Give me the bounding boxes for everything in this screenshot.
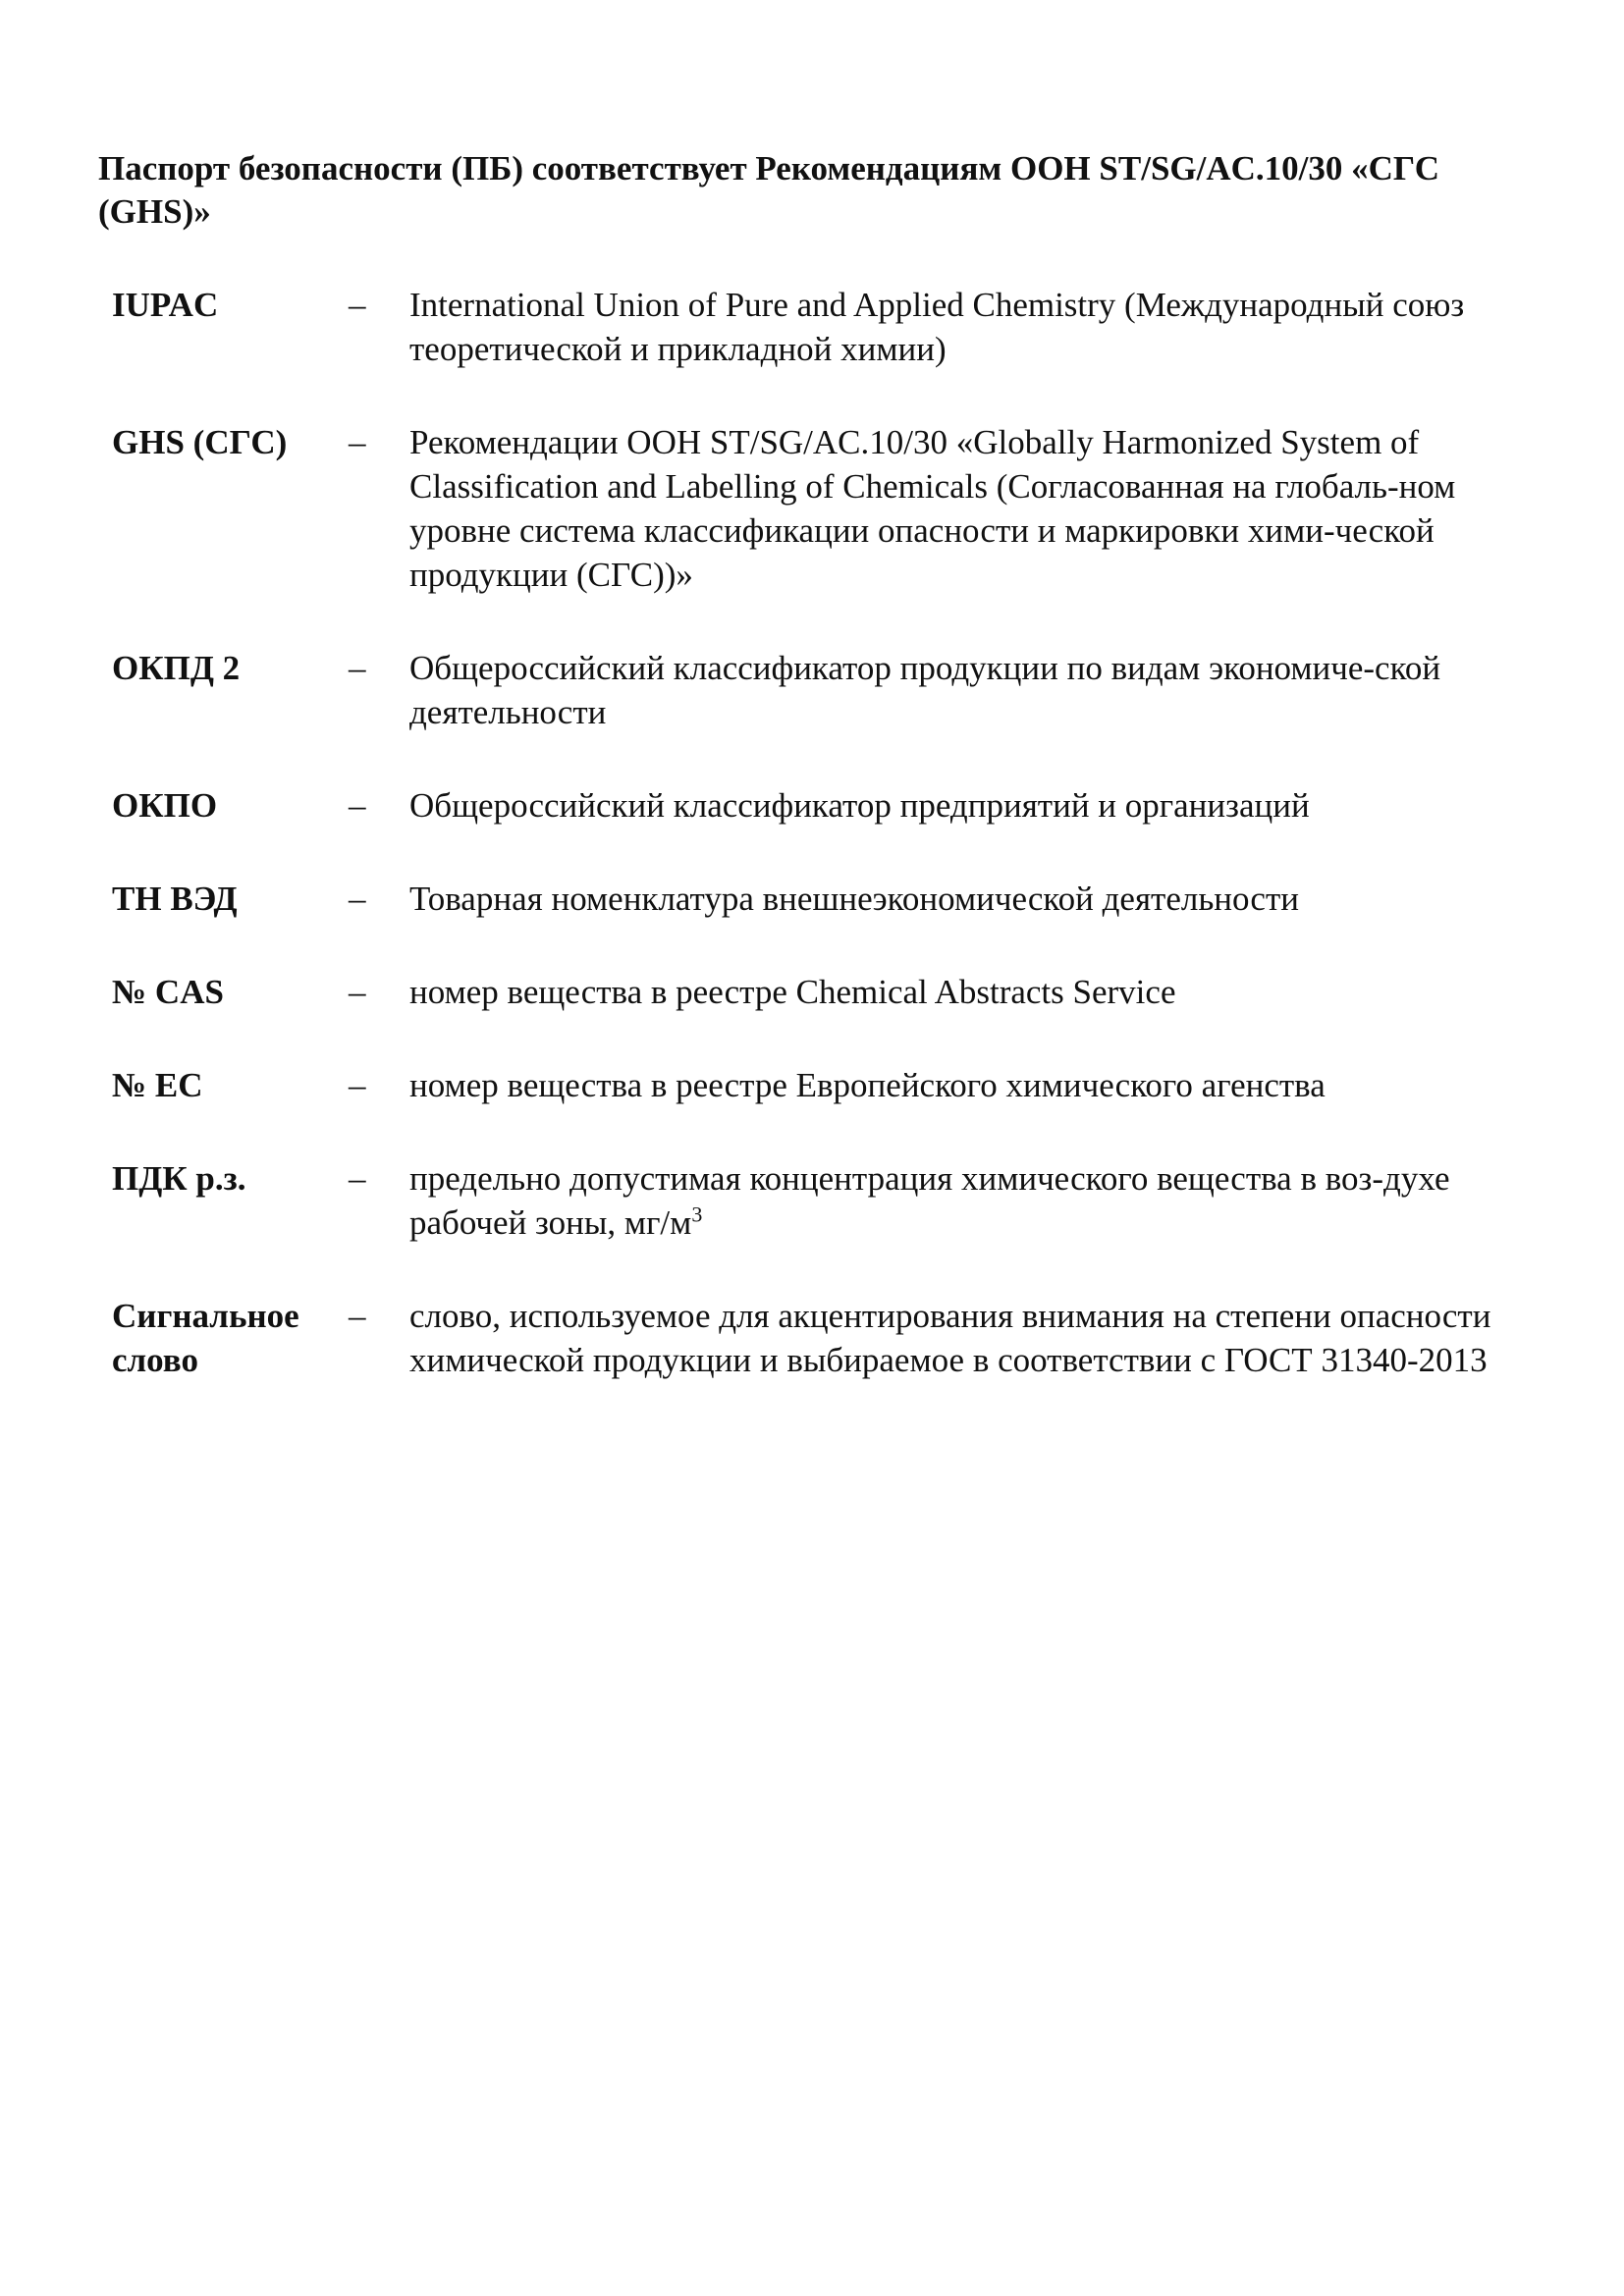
abbreviation-term: IUPAC	[112, 286, 219, 324]
abbreviation-row-iupac	[98, 283, 1565, 371]
abbreviation-list	[98, 283, 1565, 1382]
abbreviation-definition: номер вещества в реестре Европейского химического агенства	[409, 1066, 1326, 1104]
abbreviation-definition: номер вещества в реестре Chemical Abstracts Service	[409, 973, 1176, 1011]
abbreviation-separator: –	[349, 286, 366, 324]
abbreviation-term: № ЕС	[112, 1066, 203, 1104]
abbreviation-separator: –	[349, 880, 366, 918]
abbreviation-definition-container	[409, 1156, 1558, 1245]
abbreviation-separator: –	[349, 423, 366, 461]
abbreviation-term: ПДК р.з.	[112, 1159, 246, 1198]
abbreviation-row-ghs	[98, 420, 1565, 597]
abbreviation-definition: Общероссийский классификатор предприятий и организаций	[409, 786, 1310, 825]
abbreviation-separator: –	[349, 973, 366, 1011]
abbreviation-term: Сигнальное слово	[112, 1297, 299, 1379]
abbreviation-definition: Товарная номенклатура внешнеэкономической деятельности	[409, 880, 1299, 918]
abbreviation-separator: –	[349, 649, 366, 687]
abbreviation-definition: Рекомендации ООН ST/SG/AC.10/30 «Globally Harmonized System of Classification and Labelling of Chemicals (Согласованная на глобаль-ном уровне система классификации опасности и маркировки хими-ческой продукции (СГС))»	[409, 423, 1456, 594]
abbreviation-row-tnved	[98, 877, 1565, 921]
abbreviation-row-signal-word	[98, 1294, 1565, 1382]
abbreviation-definition: слово, используемое для акцентирования внимания на степени опасности химической продукции и выбираемое в соответствии с ГОСТ 31340-2013	[409, 1297, 1491, 1379]
abbreviation-row-pdk	[98, 1156, 1565, 1245]
abbreviation-row-cas	[98, 970, 1565, 1014]
abbreviation-definition: International Union of Pure and Applied Chemistry (Международный союз теоретической и прикладной химии)	[409, 286, 1465, 368]
abbreviation-separator: –	[349, 1297, 366, 1335]
abbreviation-term: № CAS	[112, 973, 224, 1011]
abbreviation-definition: Общероссийский классификатор продукции по видам экономиче-ской деятельности	[409, 649, 1441, 731]
abbreviation-row-ec	[98, 1063, 1565, 1107]
abbreviation-separator: –	[349, 1066, 366, 1104]
document-title: Паспорт безопасности (ПБ) соответствует Рекомендациям ООН ST/SG/AC.10/30 «СГС (GHS)»	[98, 149, 1439, 231]
abbreviation-definition: предельно допустимая концентрация химического вещества в воз-духе рабочей зоны, мг/м	[409, 1159, 1450, 1242]
abbreviation-term: ОКПО	[112, 786, 218, 825]
abbreviation-term: ТН ВЭД	[112, 880, 238, 918]
abbreviation-row-okpo	[98, 783, 1565, 828]
abbreviation-term: GHS (СГС)	[112, 423, 288, 461]
abbreviation-separator: –	[349, 1159, 366, 1198]
unit-superscript: 3	[691, 1201, 703, 1227]
abbreviation-row-okpd2	[98, 646, 1565, 734]
abbreviation-term: ОКПД 2	[112, 649, 241, 687]
abbreviation-separator: –	[349, 786, 366, 825]
